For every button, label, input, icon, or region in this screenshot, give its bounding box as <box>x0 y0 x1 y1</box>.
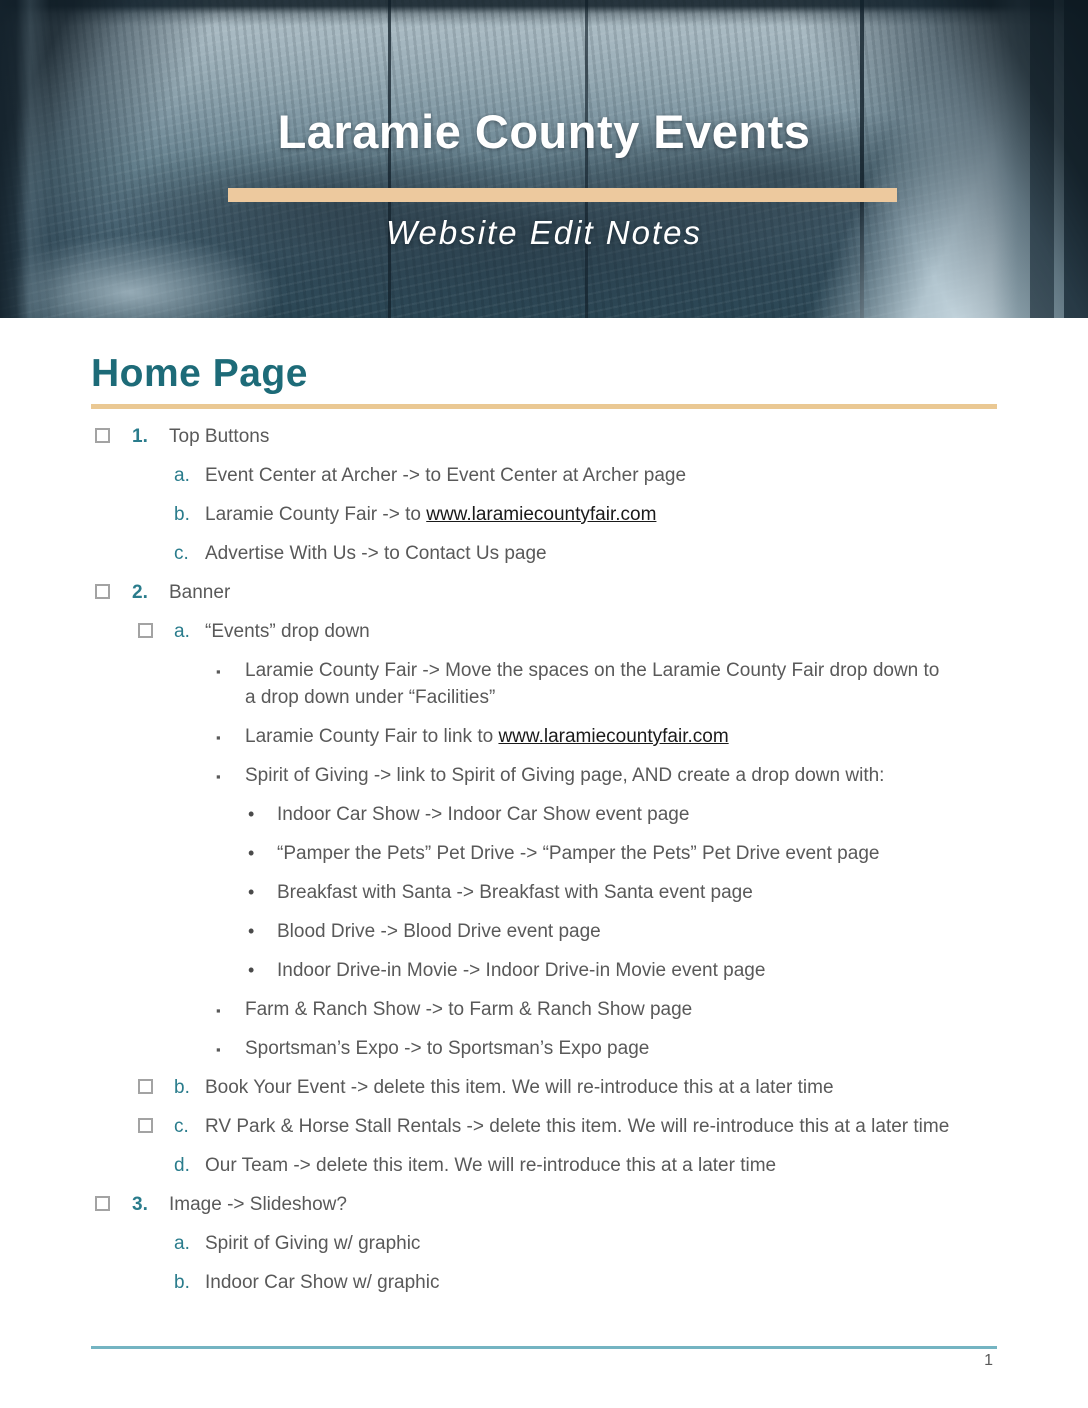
square-bullet: ▪ <box>216 1042 221 1057</box>
list-item-text: Indoor Car Show w/ graphic <box>205 1272 440 1293</box>
list-item-1b <box>91 501 997 528</box>
fairgrounds-crowd-photo <box>0 0 1088 318</box>
list-item <box>91 1035 997 1062</box>
list-marker: b. <box>174 504 190 525</box>
list-item-3a <box>91 1230 997 1257</box>
list-marker: 3. <box>132 1194 148 1215</box>
list-item <box>91 957 997 984</box>
list-item <box>91 996 997 1023</box>
list-item-2 <box>91 579 997 606</box>
square-bullet: ▪ <box>216 730 221 745</box>
laramiecountyfair-link[interactable]: www.laramiecountyfair.com <box>426 504 657 525</box>
list-marker: c. <box>174 543 189 564</box>
list-marker: a. <box>174 465 190 486</box>
list-marker: 2. <box>132 582 148 603</box>
list-item-text: Advertise With Us -> to Contact Us page <box>205 543 547 564</box>
checkbox[interactable] <box>138 623 153 638</box>
list-item-text: Laramie County Fair -> Move the spaces on the Laramie County Fair drop down to a drop down under “Facilities” <box>245 660 940 708</box>
list-item <box>91 801 997 828</box>
list-item-2a <box>91 618 997 645</box>
document-body <box>91 352 997 1296</box>
list-marker: a. <box>174 1233 190 1254</box>
document-title: Laramie County Events <box>277 105 811 158</box>
list-item <box>91 918 997 945</box>
list-item-text: Spirit of Giving -> link to Spirit of Giving page, AND create a drop down with: <box>245 765 885 786</box>
list-item-text: Spirit of Giving w/ graphic <box>205 1233 421 1254</box>
round-bullet: • <box>248 804 255 824</box>
section-heading-home-page: Home Page <box>91 352 308 395</box>
list-item-text: Indoor Car Show -> Indoor Car Show event page <box>277 804 690 825</box>
list-item <box>91 657 997 711</box>
list-item-text: Breakfast with Santa -> Breakfast with Santa event page <box>277 882 753 903</box>
round-bullet: • <box>248 960 255 980</box>
square-bullet: ▪ <box>216 769 221 784</box>
list-item-2d <box>91 1152 997 1179</box>
list-item-text: Our Team -> delete this item. We will re-introduce this at a later time <box>205 1155 777 1176</box>
list-marker: c. <box>174 1116 189 1137</box>
checkbox[interactable] <box>95 1196 110 1211</box>
list-item-1 <box>91 423 997 450</box>
list-marker: a. <box>174 621 190 642</box>
list-item-text <box>245 723 997 750</box>
list-item-text: Image -> Slideshow? <box>169 1194 347 1215</box>
list-marker: b. <box>174 1272 190 1293</box>
list-item-text-part: Laramie County Fair to link to <box>245 726 499 747</box>
round-bullet: • <box>248 843 255 863</box>
list-item-2b <box>91 1074 997 1101</box>
document-header <box>0 0 1088 318</box>
list-marker: b. <box>174 1077 190 1098</box>
list-item-1c <box>91 540 997 567</box>
list-marker: d. <box>174 1155 190 1176</box>
list-item-3b <box>91 1269 997 1296</box>
list-item-text-part: Laramie County Fair -> to <box>205 504 427 525</box>
section-divider <box>91 404 997 409</box>
list-item-1a <box>91 462 997 489</box>
list-item <box>91 840 997 867</box>
list-item-text: “Pamper the Pets” Pet Drive -> “Pamper the Pets” Pet Drive event page <box>277 843 880 864</box>
accent-bar <box>228 188 897 202</box>
list-item <box>91 762 997 789</box>
square-bullet: ▪ <box>216 664 221 679</box>
list-item-2c <box>91 1113 997 1140</box>
list-item-3 <box>91 1191 997 1218</box>
list-item-text: RV Park & Horse Stall Rentals -> delete this item. We will re-introduce this at a later time <box>205 1116 950 1137</box>
list-marker: 1. <box>132 426 148 447</box>
list-item-text: “Events” drop down <box>205 621 370 642</box>
list-item <box>91 879 997 906</box>
list-item-text <box>205 501 955 528</box>
laramiecountyfair-link[interactable]: www.laramiecountyfair.com <box>498 726 729 747</box>
checkbox[interactable] <box>95 584 110 599</box>
list-item-text: Banner <box>169 582 231 603</box>
square-bullet: ▪ <box>216 1003 221 1018</box>
list-item-text: Farm & Ranch Show -> to Farm & Ranch Show page <box>245 999 693 1020</box>
list-item-text: Book Your Event -> delete this item. We will re-introduce this at a later time <box>205 1077 834 1098</box>
list-item-text: Blood Drive -> Blood Drive event page <box>277 921 601 942</box>
footer-divider <box>91 1346 997 1349</box>
list-item <box>91 723 997 750</box>
round-bullet: • <box>248 921 255 941</box>
checkbox[interactable] <box>138 1079 153 1094</box>
checkbox[interactable] <box>138 1118 153 1133</box>
list-item-text: Top Buttons <box>169 426 270 447</box>
list-item-text: Sportsman’s Expo -> to Sportsman’s Expo page <box>245 1038 650 1059</box>
checkbox[interactable] <box>95 428 110 443</box>
document-subtitle: Website Edit Notes <box>385 214 703 251</box>
list-item-text: Event Center at Archer -> to Event Center at Archer page <box>205 465 687 486</box>
round-bullet: • <box>248 882 255 902</box>
page-number: 1 <box>984 1352 993 1369</box>
list-item-text: Indoor Drive-in Movie -> Indoor Drive-in Movie event page <box>277 960 766 981</box>
